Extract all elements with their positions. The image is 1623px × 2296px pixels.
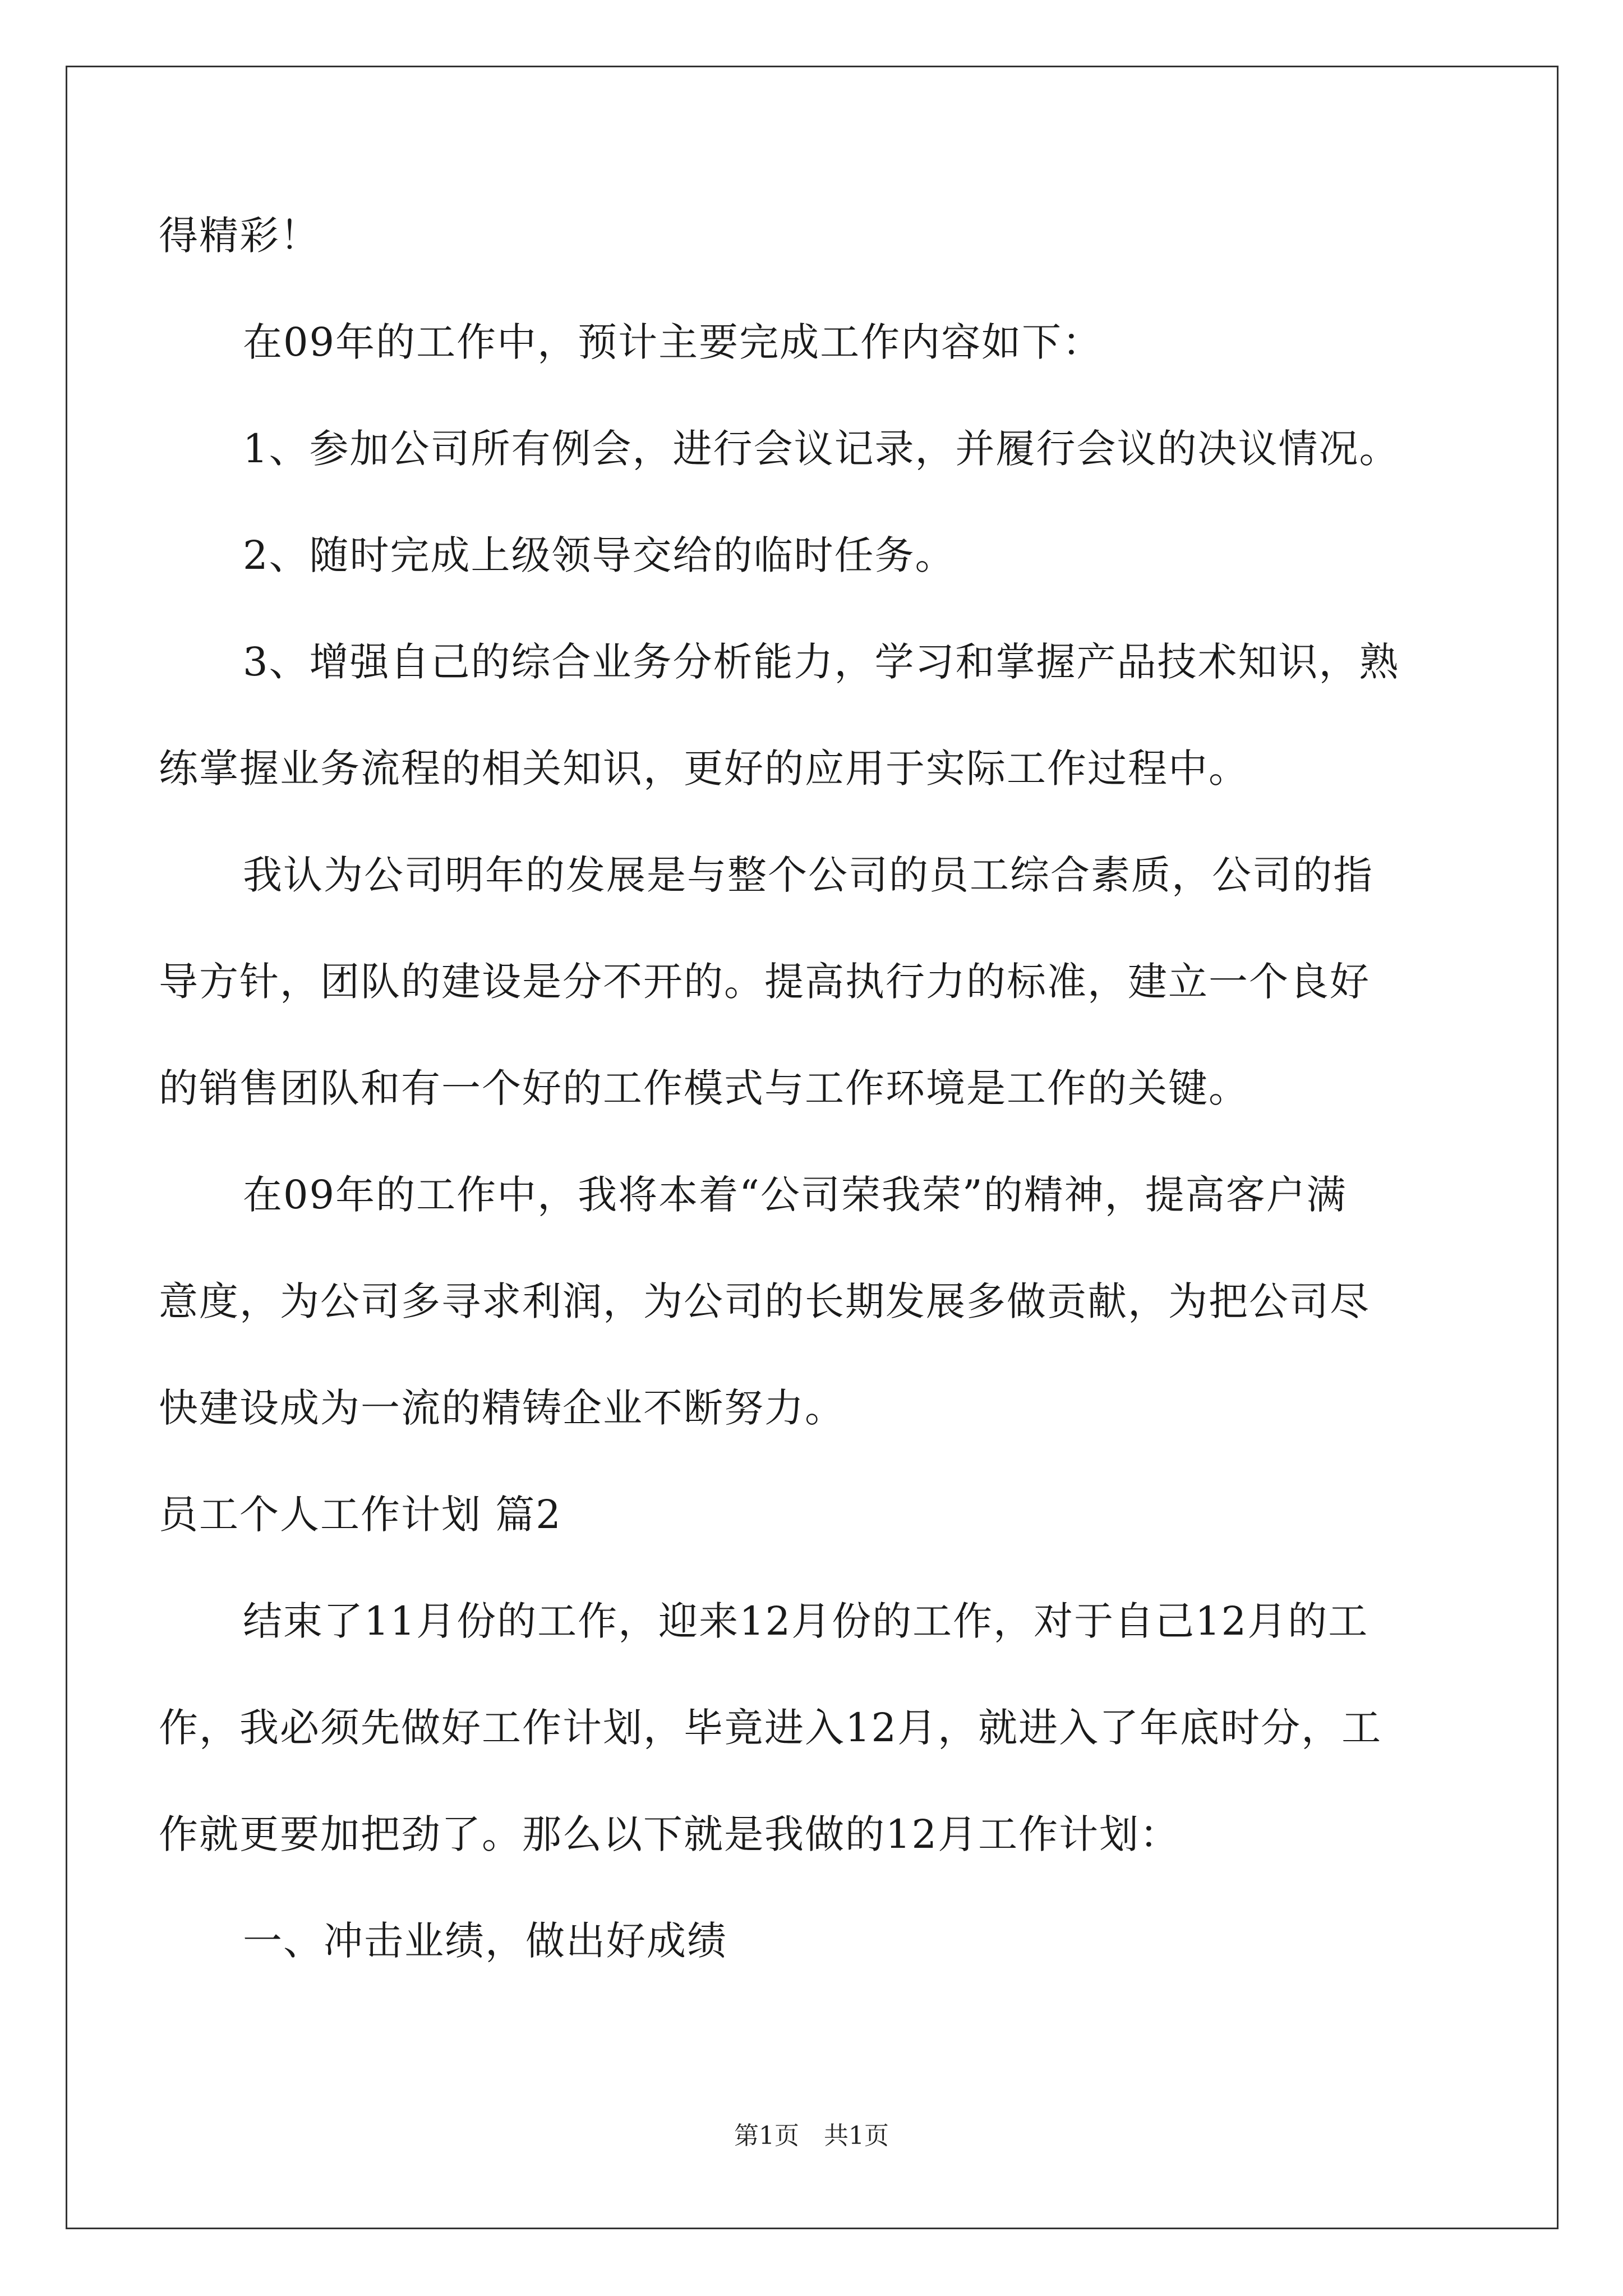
text-line: 结束了11月份的工作，迎来12月份的工作，对于自己12月的工 [243,1598,1369,1644]
section-heading: 员工个人工作计划 篇2 [159,1492,562,1538]
text-line: 在09年的工作中，我将本着“公司荣我荣”的精神，提高客户满 [243,1172,1347,1218]
text-line: 作，我必须先做好工作计划，毕竟进入12月，就进入了年底时分，工 [159,1705,1382,1751]
text-line: 2、随时完成上级领导交给的临时任务。 [243,532,956,578]
text-line: 导方针，团队的建设是分不开的。提高执行力的标准，建立一个良好 [159,959,1370,1005]
text-line: 1、参加公司所有例会，进行会议记录，并履行会议的决议情况。 [243,426,1400,472]
text-line: 作就更要加把劲了。那么以下就是我做的12月工作计划： [159,1811,1181,1857]
page-border [66,66,1559,2229]
subheading: 一、冲击业绩，做出好成绩 [243,1918,727,1964]
text-line: 在09年的工作中，预计主要完成工作内容如下： [243,319,1103,365]
text-line: 快建设成为一流的精铸企业不断努力。 [159,1385,845,1431]
text-line: 的销售团队和有一个好的工作模式与工作环境是工作的关键。 [159,1065,1249,1111]
text-line: 我认为公司明年的发展是与整个公司的员工综合素质，公司的指 [243,852,1373,898]
text-line: 得精彩！ [159,213,320,259]
page-footer: 第1页 共1页 [734,2122,889,2150]
text-line: 练掌握业务流程的相关知识，更好的应用于实际工作过程中。 [159,746,1249,792]
text-line: 3、增强自己的综合业务分析能力，学习和掌握产品技术知识，熟 [243,639,1400,685]
text-line: 意度，为公司多寻求利润，为公司的长期发展多做贡献，为把公司尽 [159,1278,1370,1324]
